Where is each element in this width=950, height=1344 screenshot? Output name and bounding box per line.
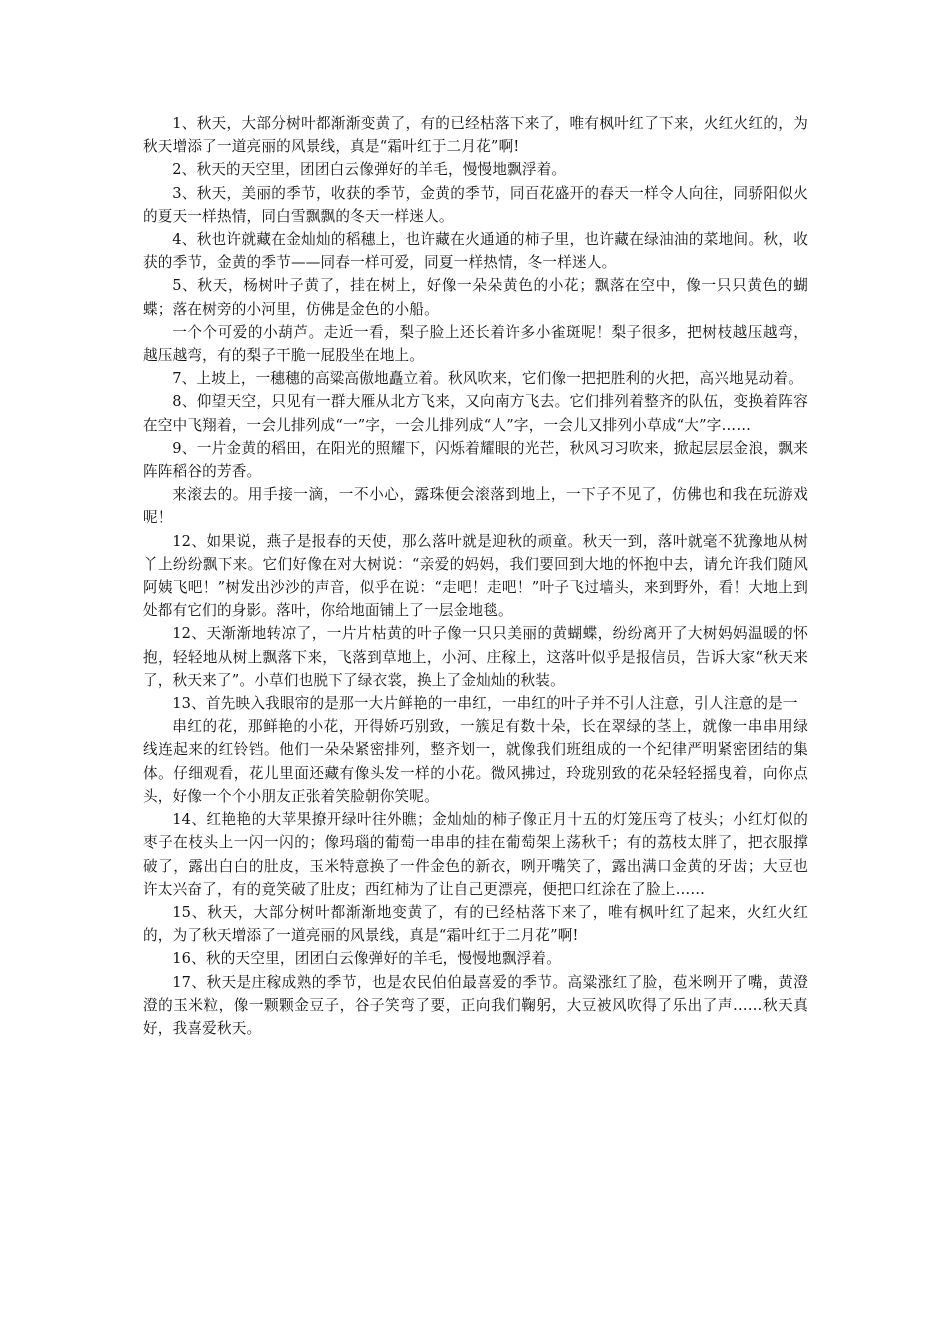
paragraph-9: 9、一片金黄的稻田，在阳光的照耀下，闪烁着耀眼的光芒，秋风习习吹来，掀起层层金浪，飘来阵阵稻谷的芳香。	[143, 439, 808, 481]
paragraph-4: 4、秋也许就藏在金灿灿的稻穗上，也许藏在火通通的柿子里，也许藏在绿油油的菜地间。秋，收获的季节，金黄的季节——同春一样可爱，同夏一样热情，冬一样迷人。	[143, 231, 808, 272]
paragraph-14: 串红的花，那鲜艳的小花，开得娇巧别致，一簇足有数十朵，长在翠绿的茎上，就像一串串用绿线连起来的红铃铛。他们一朵朵紧密排列，整齐划一，就像我们班组成的一个纪律严明紧密团结的集体。仔细观看，花儿里面还藏有像头发一样的小花。微风拂过，玲珑别致的花朵轻轻摇曳着，向你点头，好像一个个小朋友正张着笑脸朝你笑呢。	[143, 718, 808, 805]
paragraph-16: 15、秋天，大部分树叶都渐渐地变黄了，有的已经枯落下来了，唯有枫叶红了起来，火红火红的，为了秋天增添了一道亮丽的风景线，真是“霜叶红于二月花”啊!	[143, 903, 808, 945]
paragraph-2: 2、秋天的天空里，团团白云像弹好的羊毛，慢慢地飘浮着。	[172, 161, 567, 179]
paragraph-1: 1、秋天，大部分树叶都渐渐变黄了，有的已经枯落下来了，唯有枫叶红了下来，火红火红的，为秋天增添了一道亮丽的风景线，真是“霜叶红于二月花”啊!	[143, 115, 808, 156]
paragraph-6: 一个个可爱的小葫芦。走近一看，梨子脸上还长着许多小雀斑呢！梨子很多，把树枝越压越弯，越压越弯，有的梨子干脆一屁股坐在地上。	[143, 323, 808, 365]
paragraph-5: 5、秋天，杨树叶子黄了，挂在树上，好像一朵朵黄色的小花；飘落在空中，像一只只黄色的蝴蝶；落在树旁的小河里，仿佛是金色的小船。	[143, 277, 808, 318]
paragraph-7: 7、上坡上，一穗穗的高粱高傲地矗立着。秋风吹来，它们像一把把胜利的火把，高兴地晃动着。	[172, 370, 804, 388]
paragraph-15: 14、红艳艳的大苹果撩开绿叶往外瞧；金灿灿的柿子像正月十五的灯笼压弯了枝头；小红灯似的枣子在枝头上一闪一闪的；像玛瑙的葡萄一串串的挂在葡萄架上荡秋千；有的荔枝太胖了，把衣服撑破了，露出白白的肚皮，玉米特意换了一件金色的新衣，咧开嘴笑了，露出满口金黄的牙齿；大豆也许太兴奋了，有的竟笑破了肚皮；西红柿为了让自己更漂亮，便把口红涂在了脸上……	[143, 811, 808, 898]
paragraph-12: 12、天渐渐地转凉了，一片片枯黄的叶子像一只只美丽的黄蝴蝶，纷纷离开了大树妈妈温暖的怀抱，轻轻地从树上飘落下来，飞落到草地上，小河、庄稼上，这落叶似乎是报信员，告诉大家“秋天来了，秋天来了”。小草们也脱下了绿衣裳，换上了金灿灿的秋装。	[143, 625, 808, 689]
paragraph-11: 12、如果说，燕子是报春的天使，那么落叶就是迎秋的顽童。秋天一到，落叶就毫不犹豫地从树丫上纷纷飘下来。它们好像在对大树说：“亲爱的妈妈，我们要回到大地的怀抱中去，请允许我们随风阿姨飞吧！”树发出沙沙的声音，似乎在说：“走吧！走吧！”叶子飞过墙头，来到野外，看！大地上到处都有它们的身影。落叶，你给地面铺上了一层金地毯。	[143, 532, 808, 620]
paragraph-13: 13、首先映入我眼帘的是那一大片鲜艳的一串红，一串红的叶子并不引人注意，引人注意的是一	[172, 695, 798, 713]
paragraph-10: 来滚去的。用手接一滴，一不小心，露珠便会滚落到地上，一下子不见了，仿佛也和我在玩游戏呢！	[143, 486, 808, 527]
paragraph-17: 16、秋的天空里，团团白云像弹好的羊毛，慢慢地飘浮着。	[172, 950, 562, 968]
paragraph-3: 3、秋天，美丽的季节，收获的季节，金黄的季节，同百花盛开的春天一样令人向往，同骄阳似火的夏天一样热情，同白雪飘飘的冬天一样迷人。	[143, 184, 808, 225]
paragraph-18: 17、秋天是庄稼成熟的季节，也是农民伯伯最喜爱的季节。高粱涨红了脸，苞米咧开了嘴，黄澄澄的玉米粒，像一颗颗金豆子，谷子笑弯了要，正向我们鞠躬，大豆被风吹得了乐出了声……秋天真好，我喜爱秋天。	[143, 973, 808, 1037]
paragraph-8: 8、仰望天空，只见有一群大雁从北方飞来，又向南方飞去。它们排列着整齐的队伍，变换着阵容在空中飞翔着，一会儿排列成“一”字，一会儿排列成“人”字，一会儿又排列小草成“大”字……	[143, 393, 808, 434]
document-body	[143, 112, 808, 1040]
